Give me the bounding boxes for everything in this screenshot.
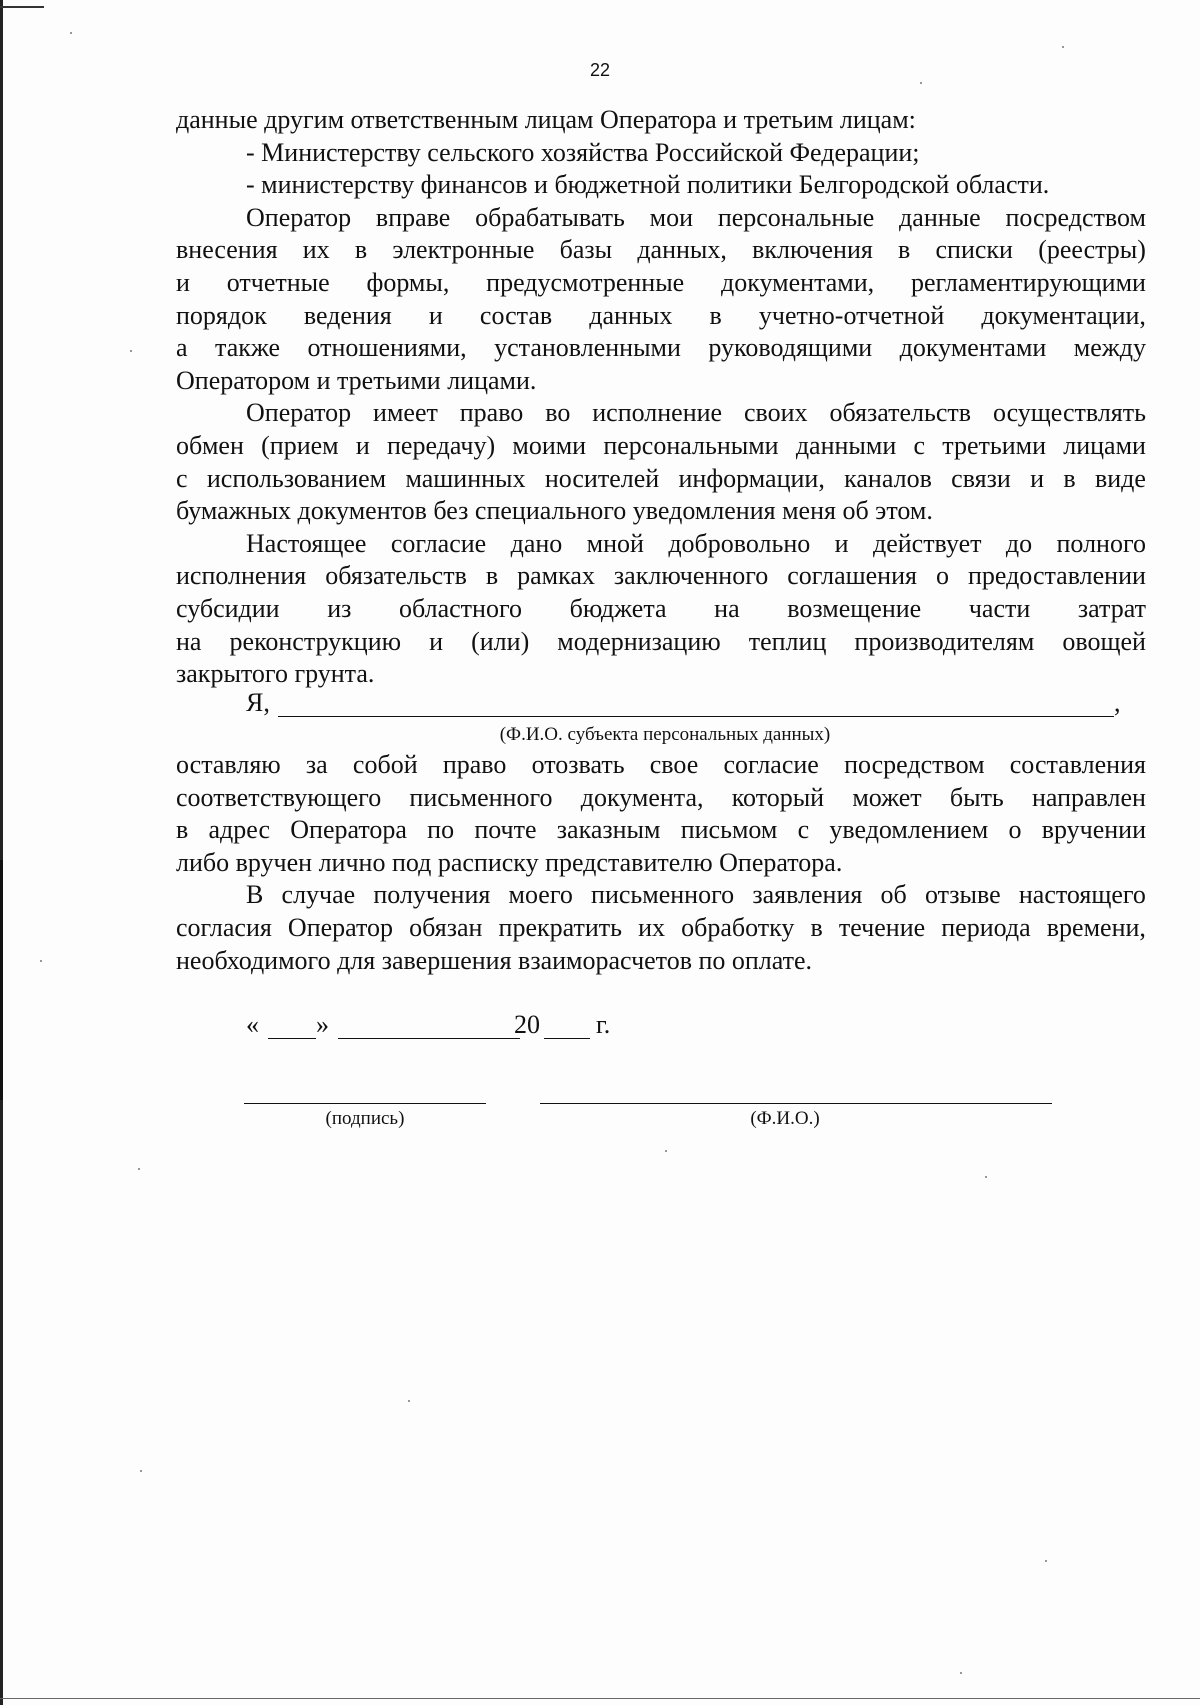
word: по [427,815,455,845]
word: носителей [544,463,660,493]
word: (или) [471,626,530,656]
word: прекратить [498,912,622,942]
word: который [731,782,825,812]
word: моего [508,880,573,910]
word: времени, [1046,912,1146,942]
word: каналов [844,463,932,493]
word: действует [872,528,982,558]
word: использованием [206,463,387,493]
name-blank [540,1103,1052,1104]
word: оставляю [176,750,281,779]
paragraph-line [176,528,1146,561]
word: их [638,912,666,942]
paragraph-line [176,332,1146,365]
word: отношениями, [307,333,467,363]
month-blank [338,1038,520,1039]
word: право [459,398,524,428]
page-number: 22 [589,60,611,80]
scan-edge-mark [0,860,3,1100]
word: адрес [208,815,271,845]
word: периода [941,912,1031,942]
paragraph-line [176,626,1146,659]
scan-speck [920,82,922,84]
comma-mark: , [1114,688,1121,717]
word: на [176,626,202,656]
word: машинных [405,463,526,493]
word: предусмотренные [486,267,685,297]
word: о [935,561,949,591]
scan-speck [960,1672,962,1674]
paragraph-line: данные другим ответственным лицам Оператора и третьим лицам: [176,105,916,134]
word: реконструкцию [229,626,402,656]
scan-edge-top [0,6,44,8]
word: дано [510,528,563,558]
word: данные [899,202,981,232]
word: данными [795,430,897,460]
word: согласия [176,912,272,942]
word: данных, [637,235,727,265]
word: обмен [176,430,244,460]
word: и [1030,463,1045,493]
paragraph-line [176,463,1146,496]
word: письменного [409,782,553,812]
date-quote-close: » [316,1010,329,1039]
word: своих [743,398,808,428]
paragraph-line [176,234,1146,267]
paragraph-line [176,912,1146,945]
scan-speck [408,1400,410,1402]
subject-name-caption: (Ф.И.О. субъекта персональных данных) [499,724,831,745]
signature-caption: (подпись) [325,1108,405,1129]
paragraph-line: необходимого для завершения взаиморасчетов по оплате. [176,945,813,975]
word: в [898,235,911,265]
word: персональными [603,430,779,460]
word: в [176,815,189,845]
word: модернизацию [557,626,721,656]
word: бюджета [569,593,667,623]
scan-speck [70,32,72,34]
paragraph-line [176,593,1146,626]
word: получения [373,880,491,910]
paragraph-line [176,782,1146,815]
word: базы [559,235,613,265]
scan-speck [665,1150,667,1152]
word: (реестры) [1038,235,1146,265]
ya-label: Я, [246,688,270,717]
word: в [810,912,823,942]
paragraph-line [176,397,1146,430]
word: исполнения [176,561,307,591]
word: списки [935,235,1013,265]
word: В [246,880,264,910]
word: документами, [721,267,875,297]
scan-speck [40,960,42,962]
word: лицами [1063,430,1146,460]
word: вручении [1041,815,1146,845]
word: и [428,300,443,330]
word: формы, [366,267,450,297]
word: отозвать [531,750,625,779]
word: может [852,782,922,812]
word: данных [589,300,673,330]
word: с [176,463,188,493]
scan-speck [1062,46,1064,48]
word: заключенного [613,561,769,591]
scan-speck [985,1176,987,1178]
word: письменного [591,880,735,910]
word: производителям [854,626,1035,656]
word: документа, [580,782,704,812]
day-blank [268,1038,316,1039]
signature-blank [244,1103,486,1104]
word: порядок [176,300,267,330]
word: в [709,300,722,330]
word: и [355,430,370,460]
word: Настоящее [246,528,367,558]
scan-edge-bottom [0,1698,1200,1699]
word: их [302,235,330,265]
paragraph-line: закрытого грунта. [176,659,375,689]
word: с [913,430,926,460]
word: настоящего [1018,880,1146,910]
word: свое [649,750,699,779]
word: части [968,593,1031,623]
word: имеет [373,398,438,428]
word: обязательств [325,561,467,591]
word: внесения [176,235,278,265]
word: согласие [390,528,487,558]
word: руководящими [708,333,873,363]
paragraph-line: Оператором и третьими лицами. [176,365,537,395]
date-field [246,1010,646,1044]
word: обрабатывать [475,202,625,232]
word: заказным [556,815,661,845]
word: субсидии [176,593,280,623]
word: связи [951,463,1011,493]
word: об [880,880,907,910]
word: на [714,593,740,623]
word: документами [899,333,1047,363]
paragraph-line [176,430,1146,463]
scan-speck [1045,1560,1047,1562]
word: уведомлением [829,815,989,845]
word: посредством [844,750,985,779]
word: Оператора [290,815,407,845]
word: отчетные [226,267,330,297]
word: соответствующего [176,782,382,812]
word: персональные [717,202,875,232]
word: о [1008,815,1022,845]
date-quote-open: « [246,1010,259,1039]
body-block-top [176,104,1146,691]
year-suffix: г. [596,1010,611,1039]
word: Оператор [246,398,352,428]
paragraph-line [176,560,1146,593]
word: посредством [1005,202,1146,232]
word: ведения [303,300,392,330]
word: также [215,333,281,363]
word: собой [352,750,418,779]
word: обработку [681,912,795,942]
paragraph-line [176,749,1146,782]
word: быть [949,782,1004,812]
paragraph-line [176,300,1146,333]
paragraph-line [176,879,1146,912]
word: вправе [375,202,451,232]
list-item: - министерству финансов и бюджетной политики Белгородской области. [246,170,1050,200]
word: между [1073,333,1146,363]
word: обязательств [829,398,972,428]
paragraph-line: либо вручен лично под расписку представителю Оператора. [176,847,843,877]
word: в [1063,463,1076,493]
word: за [305,750,328,779]
word: направлен [1032,782,1146,812]
word: во [545,398,571,428]
word: в [485,561,499,591]
paragraph-line [176,814,1146,847]
year-prefix: 20 [514,1010,540,1039]
scan-speck [130,350,132,352]
year-blank [544,1038,590,1039]
word: до [1005,528,1033,558]
body-block-bottom [176,749,1146,977]
word: и [176,267,190,297]
word: моими [512,430,587,460]
word: информации, [678,463,825,493]
word: и [429,626,444,656]
word: из [327,593,352,623]
word: включения [752,235,873,265]
word: виде [1094,463,1146,493]
word: полного [1056,528,1146,558]
word: исполнение [592,398,723,428]
word: добровольно [668,528,811,558]
word: Оператор [287,912,394,942]
list-item: - Министерству сельского хозяйства Российской Федерации; [246,137,920,167]
subject-name-field [246,688,1146,722]
word: с [797,815,810,845]
scan-speck [140,1470,142,1472]
word: возмещение [787,593,922,623]
scan-edge-left [0,0,3,1705]
word: установленными [494,333,681,363]
word: затрат [1077,593,1146,623]
word: случае [281,880,356,910]
word: течение [838,912,926,942]
word: областного [399,593,522,623]
word: состав [479,300,553,330]
word: право [442,750,507,779]
subject-name-blank [278,716,1114,717]
paragraph-line: бумажных документов без специального уведомления меня об этом. [176,496,933,526]
word: заявления [752,880,863,910]
word: составления [1009,750,1146,779]
word: овощей [1062,626,1146,656]
paragraph-line [176,267,1146,300]
word: письмом [680,815,778,845]
word: и [834,528,849,558]
word: электронные [392,235,535,265]
word: обязан [409,912,483,942]
word: соглашения [787,561,917,591]
word: передачу) [387,430,496,460]
scan-speck [138,1168,140,1170]
paragraph-line [176,202,1146,235]
word: мной [586,528,644,558]
word: (прием [261,430,339,460]
word: документации, [981,300,1146,330]
word: учетно-отчетной [758,300,945,330]
word: предоставлении [967,561,1146,591]
word: третьими [942,430,1047,460]
word: мои [649,202,694,232]
word: почте [474,815,537,845]
word: теплиц [748,626,827,656]
name-caption: (Ф.И.О.) [750,1108,820,1129]
word: регламентирующими [910,267,1146,297]
word: Оператор [246,202,352,232]
word: а [176,333,188,363]
word: согласие [723,750,819,779]
word: осуществлять [992,398,1146,428]
word: в [354,235,368,265]
word: рамках [517,561,595,591]
word: отзыве [924,880,1001,910]
